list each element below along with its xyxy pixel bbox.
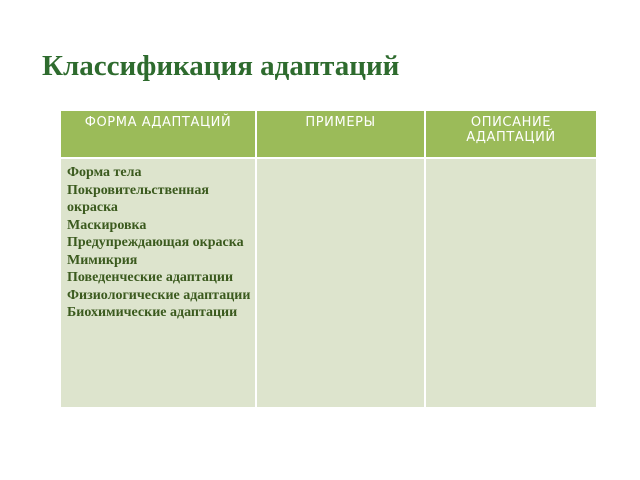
- list-item: Форма тела: [67, 165, 142, 180]
- table-header-row: [60, 110, 597, 158]
- table-row: [60, 158, 597, 408]
- list-item: Покровительственная окраска: [67, 182, 209, 215]
- list-item: Физиологические адаптации: [67, 287, 251, 303]
- header-adaptation-description: ОПИСАНИЕ АДАПТАЦИЙ: [425, 110, 597, 158]
- adaptation-table: [59, 109, 598, 409]
- list-item: Предупреждающая окраска: [67, 235, 244, 250]
- list-item: Мимикрия: [67, 252, 138, 268]
- list-item: Поведенческие адаптации: [67, 270, 234, 285]
- examples-cell: [256, 158, 425, 408]
- list-item: Маскировка: [67, 217, 147, 233]
- forms-cell: [60, 158, 256, 408]
- slide-title: Классификация адаптаций: [42, 50, 400, 82]
- list-item: Биохимические адаптации: [67, 305, 238, 320]
- header-adaptation-form: ФОРМА АДАПТАЦИЙ: [60, 110, 256, 158]
- descriptions-cell: [425, 158, 597, 408]
- adaptation-forms-list: [67, 164, 251, 322]
- header-examples: ПРИМЕРЫ: [256, 110, 425, 158]
